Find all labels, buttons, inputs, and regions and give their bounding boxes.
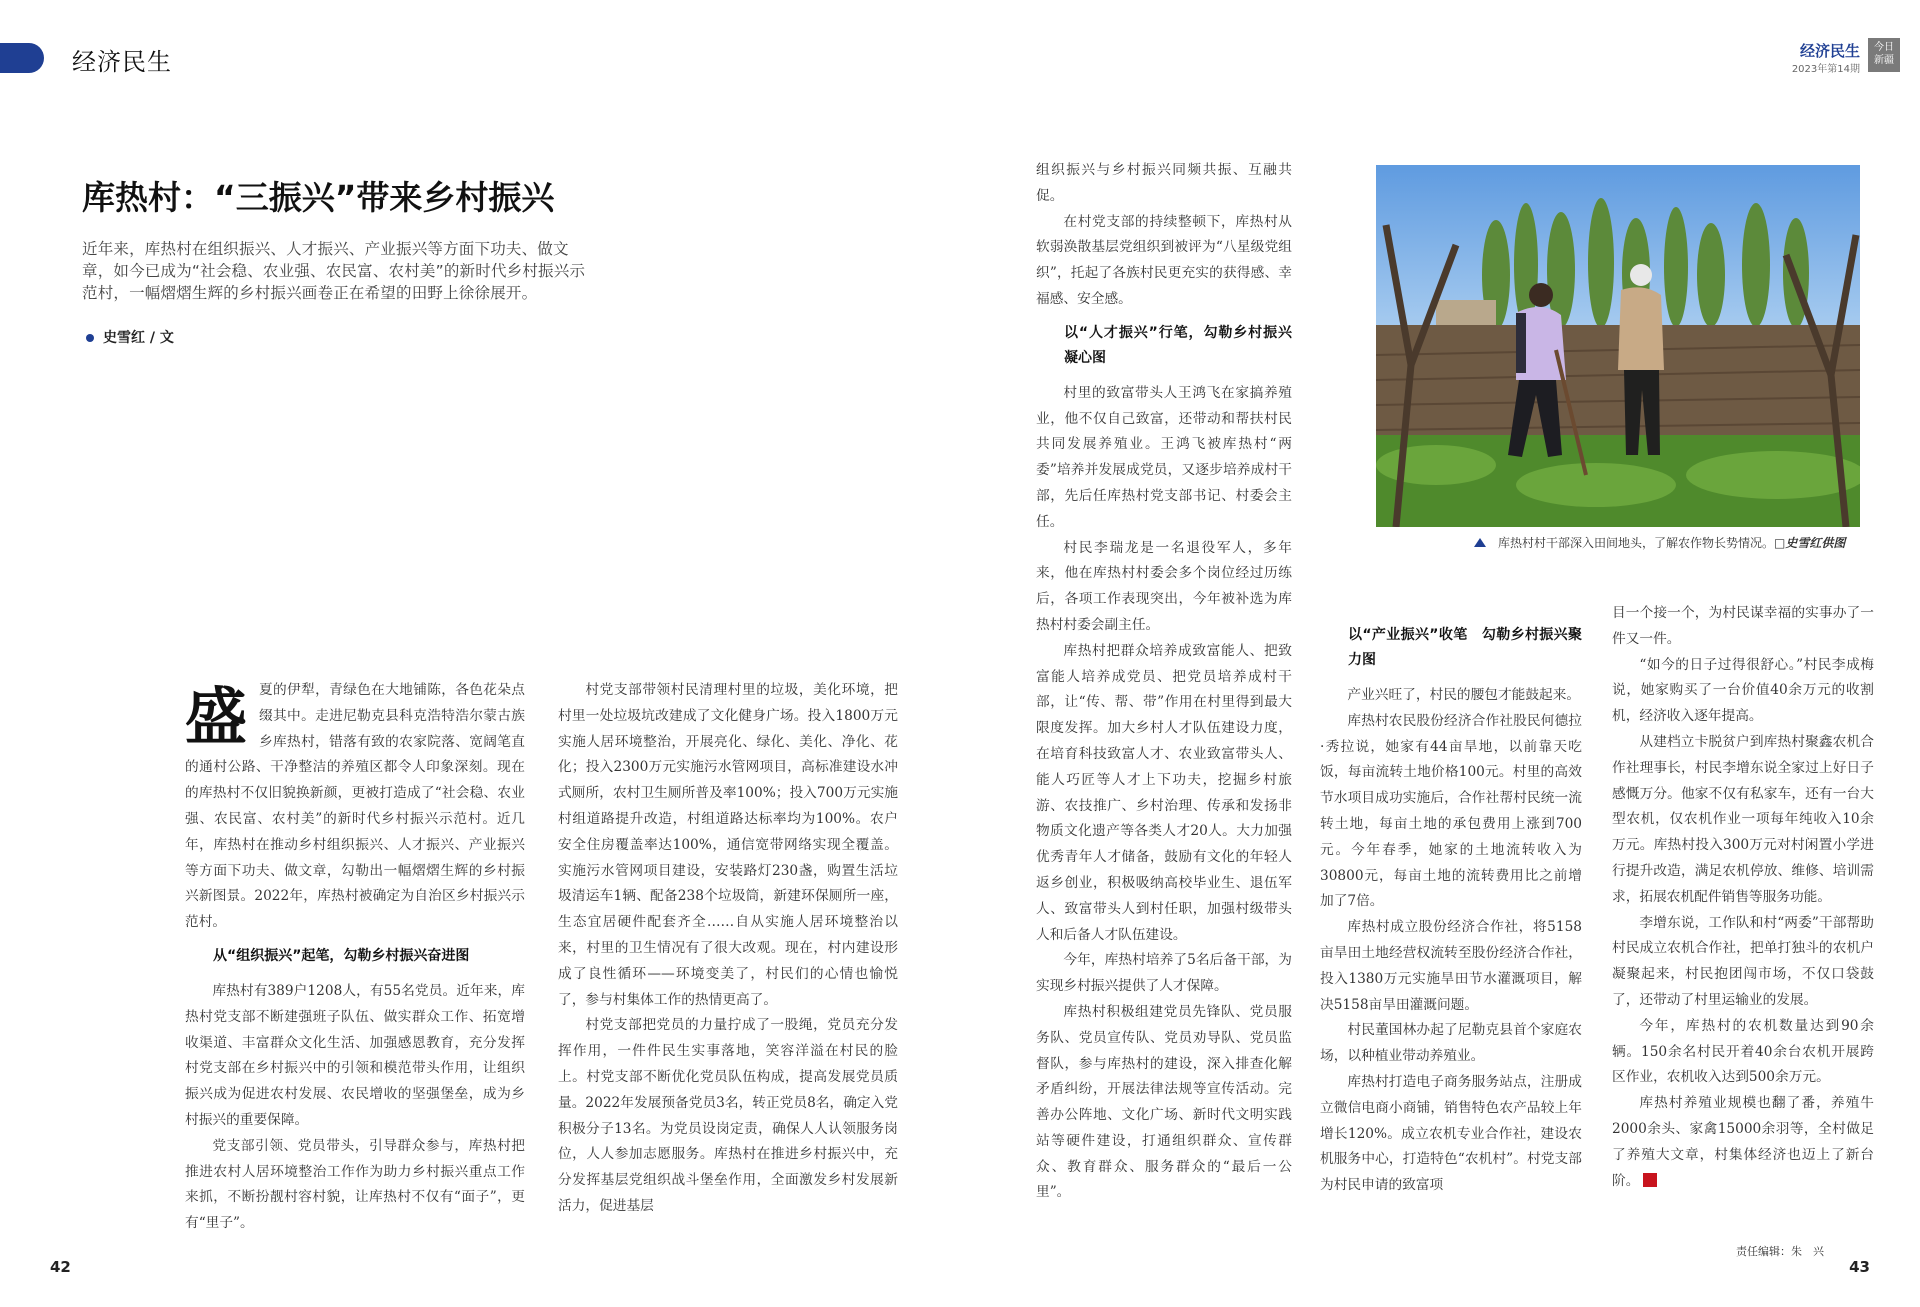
paragraph-text: 库热村养殖业规模也翻了番，养殖牛2000余头、家禽15000余羽等，全村做足了养殖大文章，村集体经济也迈上了新台阶。 — [1612, 1095, 1874, 1189]
paragraph: 党支部引领、党员带头，引导群众参与，库热村把推进农村人居环境整治工作作为助力乡村振兴重点工作来抓，不断扮靓村容村貌，让库热村不仅有“面子”，更有“里子”。 — [185, 1137, 525, 1232]
photo-caption-text: 库热村村干部深入田间地头，了解农作物长势情况。 — [1498, 536, 1775, 550]
responsible-editor: 责任编辑：朱 兴 — [1736, 1245, 1824, 1258]
paragraph: 村民董国林办起了尼勒克县首个家庭农场，以种植业带动养殖业。 — [1320, 1022, 1582, 1065]
body-column-2 — [558, 678, 898, 1220]
body-column-4 — [1320, 601, 1582, 1199]
section-marker — [0, 43, 44, 73]
paragraph-text: 夏的伊犁，青绿色在大地铺陈，各色花朵点缀其中。走进尼勒克县科克浩特浩尔蒙古族乡库热村，错落有致的农家院落、宽阔笔直的通村公路、干净整洁的养殖区都令人印象深刻。现在的库热村不仅旧貌换新颜，更被打造成了“社会稳、农业强、农民富、农村美”的新时代乡村振兴示范村。近几年，库热村在推动乡村组织振兴、人才振兴、产业振兴等方面下功夫、做文章，勾勒出一幅熠熠生辉的乡村振兴新图景。2022年，库热村被确定为自治区乡村振兴示范村。 — [185, 682, 525, 931]
end-mark-icon — [1643, 1173, 1657, 1187]
paragraph: 库热村把群众培养成致富能人、把致富能人培养成党员、把党员培养成村干部，让“传、帮、带”作用在村里得到最大限度发挥。加大乡村人才队伍建设力度，在培育科技致富人才、农业致富带头人、能人巧匠等人才上下功夫，挖掘乡村旅游、农技推广、乡村治理、传承和发扬非物质文化遗产等各类人才20人。大力加强优秀青年人才储备，鼓励有文化的年轻人返乡创业，积极吸纳高校毕业生、退伍军人、致富带头人到村任职，加强村级带头人和后备人才队伍建设。 — [1036, 642, 1292, 943]
paragraph — [185, 678, 525, 936]
subheading-talent: 以“人才振兴”行笔，勾勒乡村振兴凝心图 — [1064, 324, 1292, 366]
photo-credit: □史雪红供图 — [1774, 536, 1846, 550]
section-name: 经济民生 — [72, 48, 172, 76]
page-number-left: 42 — [50, 1258, 71, 1276]
paragraph: 库热村有389户1208人，有55名党员。近年来，库热村党支部不断建强班子队伍、做实群众工作、拓宽增收渠道、丰富群众文化生活、加强感恩教育，充分发挥村党支部在乡村振兴中的引领和模范带头作用，让组织振兴成为促进农村发展、农民增收的坚强堡垒，成为乡村振兴的重要保障。 — [185, 982, 525, 1128]
issue-number: 2023年第14期 — [1791, 64, 1860, 75]
paragraph: 村党支部把党员的力量拧成了一股绳，党员充分发挥作用，一件件民生实事落地，笑容洋溢在村民的脸上。村党支部不断优化党员队伍构成，提高发展党员质量。2022年发展预备党员3名，转正党员8名，确定入党积极分子13名。为党员设岗定责，确保人人认领服务岗位，人人参加志愿服务。库热村在推进乡村振兴中，充分发挥基层党组织战斗堡垒作用，全面激发乡村发展新活力，促进基层 — [558, 1017, 898, 1214]
paragraph — [1612, 1091, 1874, 1194]
body-column-1 — [185, 678, 525, 1237]
caption-marker — [1474, 538, 1486, 547]
paragraph: 村民李瑞龙是一名退役军人，多年来，他在库热村村委会多个岗位经过历练后，各项工作表现突出，今年被补选为库热村村委会副主任。 — [1036, 539, 1292, 633]
drop-cap: 盛 — [185, 680, 248, 753]
page-number-right: 43 — [1849, 1258, 1870, 1276]
body-column-5 — [1612, 601, 1874, 1194]
photo-caption — [1498, 534, 1845, 551]
paragraph: 库热村打造电子商务服务站点，注册成立微信电商小商铺，销售特色农产品较上年增长120%。成立农机专业合作社，建设农机服务中心，打造特色“农机村”。村党支部为村民申请的致富项 — [1320, 1073, 1582, 1194]
body-column-3 — [1036, 158, 1292, 1206]
paragraph: 今年，库热村培养了5名后备干部，为实现乡村振兴提供了人才保障。 — [1036, 952, 1292, 995]
article-lead: 近年来，库热村在组织振兴、人才振兴、产业振兴等方面下功夫、做文章，如今已成为“社会稳、农业强、农民富、农村美”的新时代乡村振兴示范村，一幅熠熠生辉的乡村振兴画卷正在希望的田野上徐徐展开。 — [82, 240, 586, 302]
subheading-organization: 从“组织振兴”起笔，勾勒乡村振兴奋进图 — [213, 947, 470, 964]
byline-dot — [86, 334, 94, 342]
paragraph: 产业兴旺了，村民的腰包才能鼓起来。 — [1347, 687, 1581, 703]
article-title: 库热村：“三振兴”带来乡村振兴 — [82, 178, 555, 217]
magazine-title: 经济民生 — [1799, 42, 1860, 60]
paragraph: 村里的致富带头人王鸿飞在家搞养殖业，他不仅自己致富，还带动和帮扶村民共同发展养殖业。王鸿飞被库热村“两委”培养并发展成党员，又逐步培养成村干部，先后任库热村党支部书记、村委会主任。 — [1036, 384, 1292, 530]
paragraph: 库热村积极组建党员先锋队、党员服务队、党员宣传队、党员劝导队、党员监督队，参与库热村的建设，深入排查化解矛盾纠纷，开展法律法规等宣传活动。完善办公阵地、文化广场、新时代文明实践站等硬件建设，打通组织群众、宣传群众、教育群众、服务群众的“最后一公里”。 — [1036, 1003, 1292, 1201]
paragraph: 目一个接一个，为村民谋幸福的实事办了一件又一件。 — [1612, 605, 1874, 647]
field-photo-illustration — [1376, 165, 1860, 527]
paragraph: 库热村成立股份经济合作社，将5158亩旱田土地经营权流转至股份经济合作社，投入1380万元实施旱田节水灌溉项目，解决5158亩旱田灌溉问题。 — [1320, 919, 1582, 1013]
paragraph: 在村党支部的持续整顿下，库热村从软弱涣散基层党组织到被评为“八星级党组织”，托起了各族村民更充实的获得感、幸福感、安全感。 — [1036, 213, 1292, 307]
paragraph: 库热村农民股份经济合作社股民何德拉·秀拉说，她家有44亩旱地，以前靠天吃饭，每亩流转土地价格100元。村里的高效节水项目成功实施后，合作社帮村民统一流转土地，每亩土地的承包费用上涨到700元。今年春季，她家的土地流转收入为30800元，每亩土地的流转费用比之前增加了7倍。 — [1320, 712, 1582, 910]
paragraph: “如今的日子过得很舒心。”村民李成梅说，她家购买了一台价值40余万元的收割机，经济收入逐年提高。 — [1612, 656, 1874, 725]
paragraph: 组织振兴与乡村振兴同频共振、互融共促。 — [1036, 162, 1292, 204]
subheading-industry: 以“产业振兴”收笔 勾勒乡村振兴聚力图 — [1348, 627, 1582, 668]
byline: 史雪红 / 文 — [103, 330, 174, 346]
field-photo — [1376, 165, 1860, 527]
paragraph: 今年，库热村的农机数量达到90余辆。150余名村民开着40余台农机开展跨区作业，农机收入达到500余万元。 — [1612, 1017, 1874, 1086]
paragraph: 村党支部带领村民清理村里的垃圾，美化环境，把村里一处垃圾坑改建成了文化健身广场。投入1800万元实施人居环境整治，开展亮化、绿化、美化、净化、花化；投入2300万元实施污水管网项目，高标准建设水冲式厕所，农村卫生厕所普及率100%；投入700万元实施村组道路提升改造，村组道路达标率均为100%。农户安全住房覆盖率达100%，通信宽带网络实现全覆盖。实施污水管网项目建设，安装路灯230盏，购置生活垃圾清运车1辆、配备238个垃圾筒，新建环保厕所一座，生态宜居硬件配套齐全……自从实施人居环境整治以来，村里的卫生情况有了很大改观。现在，村内建设形成了良性循环——环境变美了，村民们的心情也愉悦了，参与村集体工作的热情更高了。 — [558, 682, 898, 1008]
paragraph: 李增东说，工作队和村“两委”干部帮助村民成立农机合作社，把单打独斗的农机户凝聚起来，村民抱团闯市场，不仅口袋鼓了，还带动了村里运输业的发展。 — [1612, 914, 1874, 1008]
paragraph: 从建档立卡脱贫户到库热村聚鑫农机合作社理事长，村民李增东说全家过上好日子感慨万分。他家不仅有私家车，还有一台大型农机，仅农机作业一项每年纯收入10余万元。库热村投入300万元对村闲置小学进行提升改造，满足农机停放、维修、培训需求，拓展农机配件销售等服务功能。 — [1612, 733, 1874, 905]
magazine-logo-badge: 今日 新疆 — [1868, 38, 1900, 72]
